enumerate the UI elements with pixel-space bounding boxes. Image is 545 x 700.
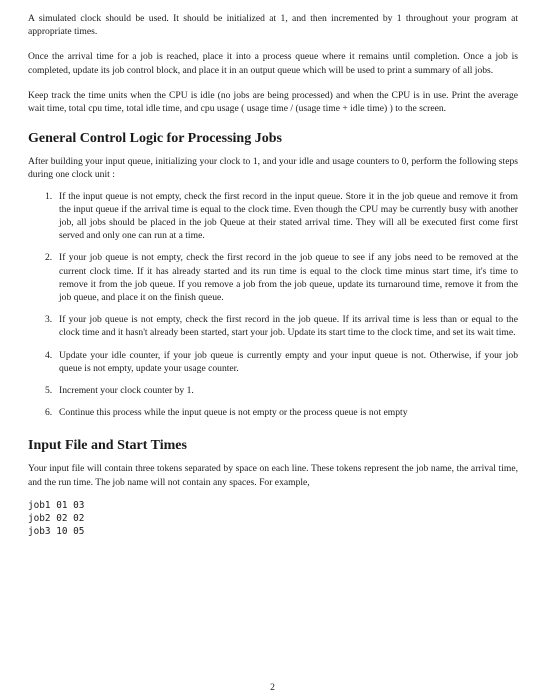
control-logic-steps bbox=[28, 190, 518, 420]
step-item bbox=[28, 313, 518, 339]
intro-paragraph-queue: Once the arrival time for a job is reached, place it into a process queue where it remains until completion. Once a job is completed, update its job control block, and place it in an output queue which will be used to print a summary of all jobs. bbox=[28, 51, 518, 76]
section-heading-input-file: Input File and Start Times bbox=[28, 438, 187, 454]
intro-paragraph-cpu: Keep track the time units when the CPU is idle (no jobs are being processed) and when the CPU is in use. Print the average wait time, total cpu time, total idle time, and cpu usage ( usage time / (usage time + idle time) ) to the screen. bbox=[28, 89, 518, 115]
step-item bbox=[28, 406, 518, 419]
step-text: Increment your clock counter by 1. bbox=[59, 385, 194, 397]
step-text: If the input queue is not empty, check the first record in the input queue. Store it in the job queue and remove it from the input queue if the arrival time is equal to the clock time. Even though the CPU may be currently busy with another job, all jobs should be placed in the job Queue at their stated arrival time. They will all be executed first come first served and only one can run at a time. bbox=[59, 190, 518, 242]
step-item bbox=[28, 251, 518, 304]
step-number: 3. bbox=[45, 314, 53, 326]
step-item bbox=[28, 190, 518, 243]
step-number: 5. bbox=[45, 385, 53, 397]
step-text: If your job queue is not empty, check the first record in the job queue to see if any jobs need to be removed at the current clock time. If it has already started and its run time is equal to the clock time minus start time, it's time to remove it from the job queue. If you remove a job from the job queue, update its turnaround time, remove it from the job queue, and place it on the finish queue. bbox=[59, 252, 518, 304]
step-text: If your job queue is not empty, check the first record in the job queue. If its arrival time is less than or equal to the clock time and it hasn't already been started, start your job. Update its start time to the clock time, and set its wait time. bbox=[59, 314, 518, 339]
page-number: 2 bbox=[270, 682, 275, 693]
step-number: 6. bbox=[45, 407, 53, 419]
step-item bbox=[28, 384, 518, 397]
section-heading-control-logic: General Control Logic for Processing Jobs bbox=[28, 131, 282, 147]
step-item bbox=[28, 349, 518, 375]
intro-paragraph-clock: A simulated clock should be used. It should be initialized at 1, and then incremented by 1 throughout your program at appropriate times. bbox=[28, 13, 518, 38]
code-line: job3 10 05 bbox=[28, 525, 85, 537]
control-logic-intro: After building your input queue, initializing your clock to 1, and your idle and usage counters to 0, perform the following steps during one clock unit : bbox=[28, 156, 518, 181]
step-text: Update your idle counter, if your job queue is currently empty and your input queue is not. Otherwise, if your job queue is not empty, update your usage counter. bbox=[59, 349, 518, 374]
step-number: 4. bbox=[45, 349, 53, 361]
document-page bbox=[28, 12, 518, 538]
step-text: Continue this process while the input queue is not empty or the process queue is not empty bbox=[59, 407, 408, 419]
step-number: 2. bbox=[45, 252, 53, 264]
input-file-intro: Your input file will contain three tokens separated by space on each line. These tokens represent the job name, the arrival time, and the run time. The job name will not contain any spaces. For example, bbox=[28, 463, 518, 488]
code-line: job2 02 02 bbox=[28, 512, 85, 524]
example-code-block bbox=[28, 499, 518, 538]
code-line: job1 01 03 bbox=[28, 499, 85, 511]
step-number: 1. bbox=[45, 190, 53, 202]
